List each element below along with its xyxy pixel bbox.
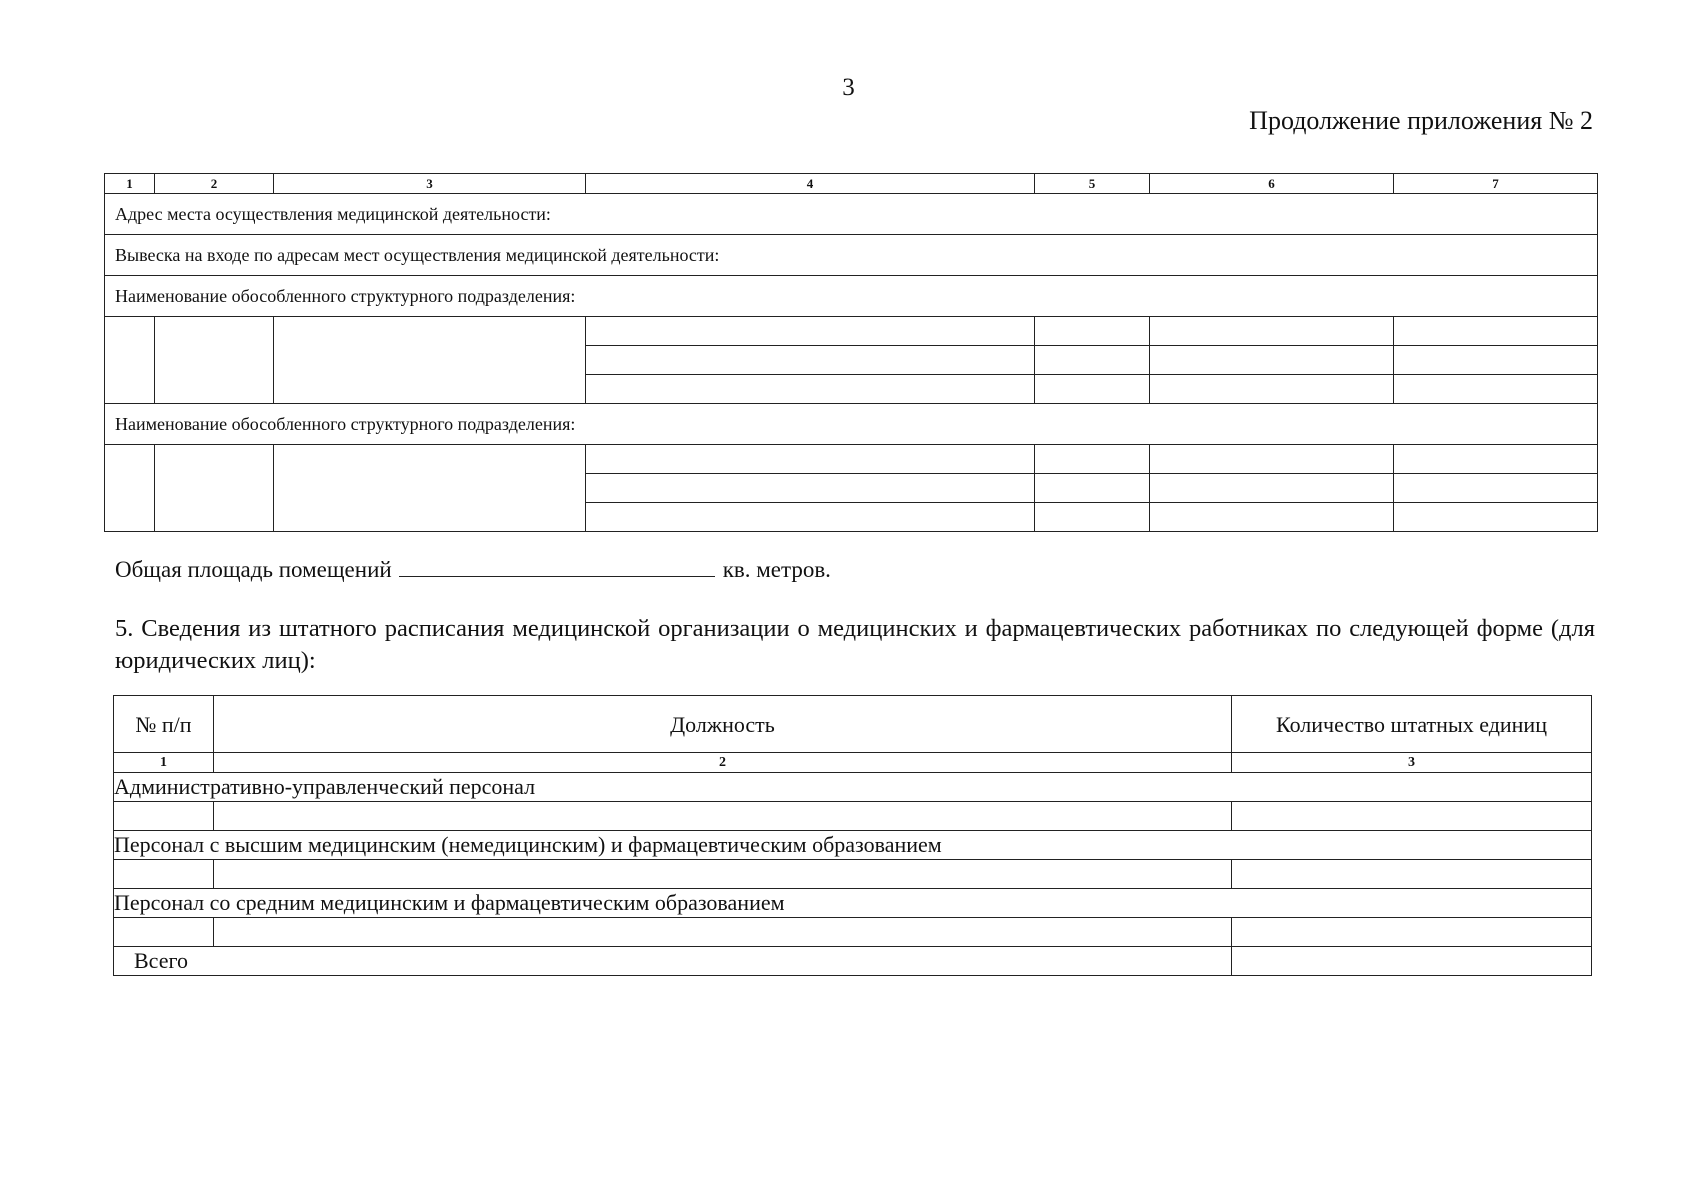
column-number-row (105, 174, 1598, 194)
category-row (114, 831, 1592, 860)
blank-cell (586, 503, 1035, 532)
section-5-paragraph: 5. Сведения из штатного расписания медицинской организации о медицинских и фармацевтических работниках по следующей форме (для юридических лиц): (115, 615, 1595, 674)
blank-cell (586, 346, 1035, 375)
blank-cell (114, 918, 214, 947)
column-number: 7 (1394, 174, 1598, 194)
signboard-row (105, 235, 1598, 276)
blank-cell (105, 317, 155, 404)
column-number: 2 (155, 174, 274, 194)
blank-cell (214, 918, 1232, 947)
total-label: Всего (114, 947, 1232, 976)
blank-cell (114, 802, 214, 831)
blank-cell (1232, 860, 1592, 889)
blank-cell (1150, 346, 1394, 375)
column-number: 1 (105, 174, 155, 194)
blank-cell (1150, 317, 1394, 346)
category-label: Персонал со средним медицинским и фармацевтическим образованием (114, 889, 1592, 918)
blank-cell (1394, 346, 1598, 375)
blank-cell (586, 445, 1035, 474)
column-number: 5 (1035, 174, 1150, 194)
category-label: Персонал с высшим медицинским (немедицинским) и фармацевтическим образованием (114, 831, 1592, 860)
total-area-line (115, 554, 831, 583)
category-row (114, 889, 1592, 918)
staffing-table (113, 695, 1592, 976)
blank-cell (1035, 474, 1150, 503)
header-count: Количество штатных единиц (1232, 696, 1592, 753)
subdivision-row (105, 404, 1598, 445)
page-number: 3 (842, 74, 855, 101)
facilities-table (104, 173, 1598, 532)
blank-cell (155, 445, 274, 532)
subdivision-label: Наименование обособленного структурного подразделения: (105, 276, 1598, 317)
blank-cell (114, 860, 214, 889)
header-num: № п/п (114, 696, 214, 753)
total-area-prefix: Общая площадь помещений (115, 557, 392, 582)
column-number-row (114, 753, 1592, 773)
address-row (105, 194, 1598, 235)
blank-cell (1150, 445, 1394, 474)
column-number: 1 (114, 753, 214, 773)
blank-cell (274, 317, 586, 404)
total-value-cell (1232, 947, 1592, 976)
total-area-suffix: кв. метров. (722, 557, 831, 582)
category-label: Административно-управленческий персонал (114, 773, 1592, 802)
header-row (114, 696, 1592, 753)
blank-cell (1150, 375, 1394, 404)
blank-cell (155, 317, 274, 404)
blank-cell (274, 445, 586, 532)
blank-cell (1150, 474, 1394, 503)
category-row (114, 773, 1592, 802)
blank-cell (1035, 346, 1150, 375)
blank-row (114, 918, 1592, 947)
blank-row (114, 860, 1592, 889)
column-number: 6 (1150, 174, 1394, 194)
appendix-note: Продолжение приложения № 2 (1249, 106, 1593, 135)
blank-row (114, 802, 1592, 831)
column-number: 4 (586, 174, 1035, 194)
blank-cell (1394, 503, 1598, 532)
column-number: 3 (1232, 753, 1592, 773)
blank-cell (586, 375, 1035, 404)
blank-cell (1394, 375, 1598, 404)
blank-cell (1232, 802, 1592, 831)
signboard-label: Вывеска на входе по адресам мест осуществления медицинской деятельности: (105, 235, 1598, 276)
blank-cell (1394, 474, 1598, 503)
address-label: Адрес места осуществления медицинской деятельности: (105, 194, 1598, 235)
header-position: Должность (214, 696, 1232, 753)
total-area-blank (399, 554, 715, 577)
blank-cell (586, 317, 1035, 346)
total-row (114, 947, 1592, 976)
blank-cell (1232, 918, 1592, 947)
blank-row (105, 445, 1598, 474)
blank-cell (1394, 317, 1598, 346)
subdivision-row (105, 276, 1598, 317)
blank-cell (1035, 503, 1150, 532)
blank-cell (214, 860, 1232, 889)
blank-cell (214, 802, 1232, 831)
blank-cell (1035, 317, 1150, 346)
blank-cell (1035, 375, 1150, 404)
subdivision-label: Наименование обособленного структурного подразделения: (105, 404, 1598, 445)
blank-cell (1035, 445, 1150, 474)
blank-cell (1150, 503, 1394, 532)
column-number: 3 (274, 174, 586, 194)
blank-row (105, 317, 1598, 346)
blank-cell (586, 474, 1035, 503)
blank-cell (105, 445, 155, 532)
blank-cell (1394, 445, 1598, 474)
column-number: 2 (214, 753, 1232, 773)
